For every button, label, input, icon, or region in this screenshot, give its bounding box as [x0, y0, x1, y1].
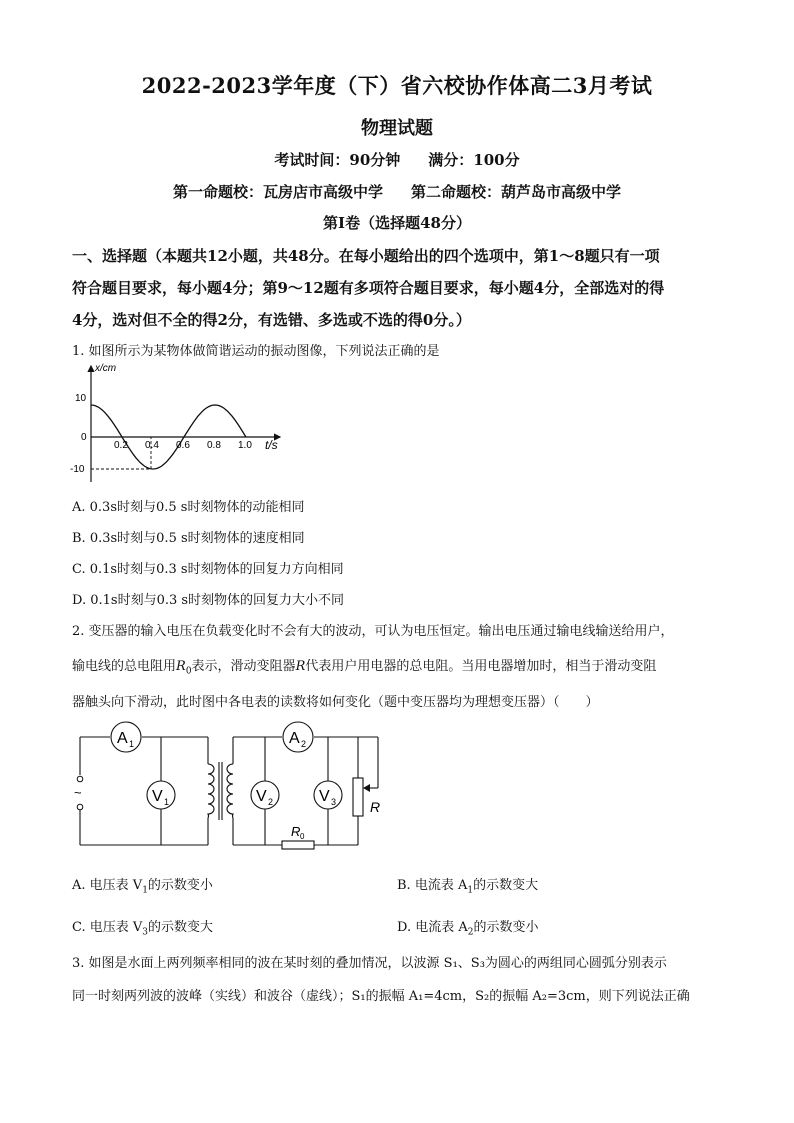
v2-label: V	[256, 788, 267, 805]
x-axis-label: t/s	[265, 438, 278, 452]
q3-line1: 3. 如图是水面上两列频率相同的波在某时刻的叠加情况，以波源 S₁、S₃为圆心的两组同心圆弧分别表示	[72, 956, 667, 971]
svg-text:3: 3	[331, 797, 337, 807]
section-instruction-line3: 4分，选对但不全的得2分，有选错、多选或不选的得0分。）	[72, 311, 471, 329]
exam-score: 满分：100分	[428, 151, 520, 169]
q1-option-a: A. 0.3s时刻与0.5 s时刻物体的动能相同	[72, 500, 305, 515]
q2-line1: 2. 变压器的输入电压在负载变化时不会有大的波动，可认为电压恒定。输出电压通过输电线输送给用户，	[72, 624, 674, 639]
svg-text:1: 1	[164, 797, 170, 807]
svg-text:2: 2	[268, 797, 274, 807]
x-tick-0.6: 0.6	[176, 440, 190, 451]
q2-line3: 器触头向下滑动，此时图中各电表的读数将如何变化（题中变压器均为理想变压器）（ ）	[72, 695, 599, 710]
q2-option-a: A. 电压表 $V_1$的示数变小	[72, 878, 213, 896]
x-tick-0.8: 0.8	[207, 440, 221, 451]
school-info	[0, 181, 794, 202]
q2-circuit-diagram	[66, 720, 396, 860]
q2-option-d: D. 电流表 $A_2$的示数变小	[397, 920, 539, 938]
r0-label: R	[291, 824, 301, 839]
input-terminal-bottom	[77, 804, 83, 810]
v3-label: V	[319, 788, 330, 805]
a1-label: A	[117, 730, 128, 747]
subject-title: 物理试题	[361, 118, 433, 139]
x-tick-0.2: 0.2	[114, 440, 128, 451]
q1-stem: 1. 如图所示为某物体做简谐运动的振动图像，下列说法正确的是	[72, 344, 440, 359]
q2-option-b: B. 电流表 $A_1$的示数变大	[397, 878, 539, 896]
ac-source-icon: ~	[74, 785, 82, 800]
q1-option-d: D. 0.1s时刻与0.3 s时刻物体的回复力大小不同	[72, 593, 345, 608]
y-tick-0: 0	[81, 432, 87, 443]
exam-info	[0, 149, 794, 170]
rheostat-slider-icon	[363, 784, 370, 792]
svg-text:1: 1	[129, 739, 135, 749]
section-instruction-line1: 一、选择题（本题共12小题，共48分。在每小题给出的四个选项中，第1～8题只有一项	[72, 247, 660, 265]
x-tick-1.0: 1.0	[238, 440, 252, 451]
exam-time: 考试时间：90分钟	[274, 151, 401, 169]
q1-oscillation-graph	[62, 358, 292, 486]
r-label: R	[370, 799, 381, 815]
q2-option-c: C. 电压表 $V_3$的示数变大	[72, 920, 214, 938]
y-tick-10: 10	[75, 393, 87, 404]
svg-text:0: 0	[300, 832, 305, 841]
y-axis-label: x/cm	[95, 363, 117, 374]
r0-symbol: R	[176, 659, 186, 674]
y-tick-minus10: -10	[70, 464, 85, 475]
q2-line2: 输电线的总电阻用$R_0$表示，滑动变阻器R代表用户用电器的总电阻。当用电器增加时，相当于滑动变阻	[72, 659, 657, 677]
q1-option-b: B. 0.3s时刻与0.5 s时刻物体的速度相同	[72, 531, 305, 546]
svg-text:2: 2	[301, 739, 307, 749]
school-1: 第一命题校：瓦房店市高级中学	[172, 183, 383, 201]
section-instruction-line2: 符合题目要求，每小题4分；第9～12题有多项符合题目要求，每小题4分，全部选对的得	[72, 279, 665, 297]
volume-title: 第Ⅰ卷（选择题48分）	[323, 214, 471, 232]
r-symbol: R	[295, 659, 306, 674]
q3-line2: 同一时刻两列波的波峰（实线）和波谷（虚线）；S₁的振幅 A₁=4cm，S₂的振幅 A₂=3cm，则下列说法正确	[72, 989, 690, 1004]
exam-title: 2022-2023学年度（下）省六校协作体高二3月考试	[141, 73, 653, 98]
v1-label: V	[152, 788, 163, 805]
x-tick-0.4: 0.4	[145, 440, 159, 451]
school-2: 第二命题校：葫芦岛市高级中学	[411, 183, 622, 201]
input-terminal-top	[77, 776, 83, 782]
q1-option-c: C. 0.1s时刻与0.3 s时刻物体的回复力方向相同	[72, 562, 344, 577]
a2-label: A	[289, 730, 300, 747]
